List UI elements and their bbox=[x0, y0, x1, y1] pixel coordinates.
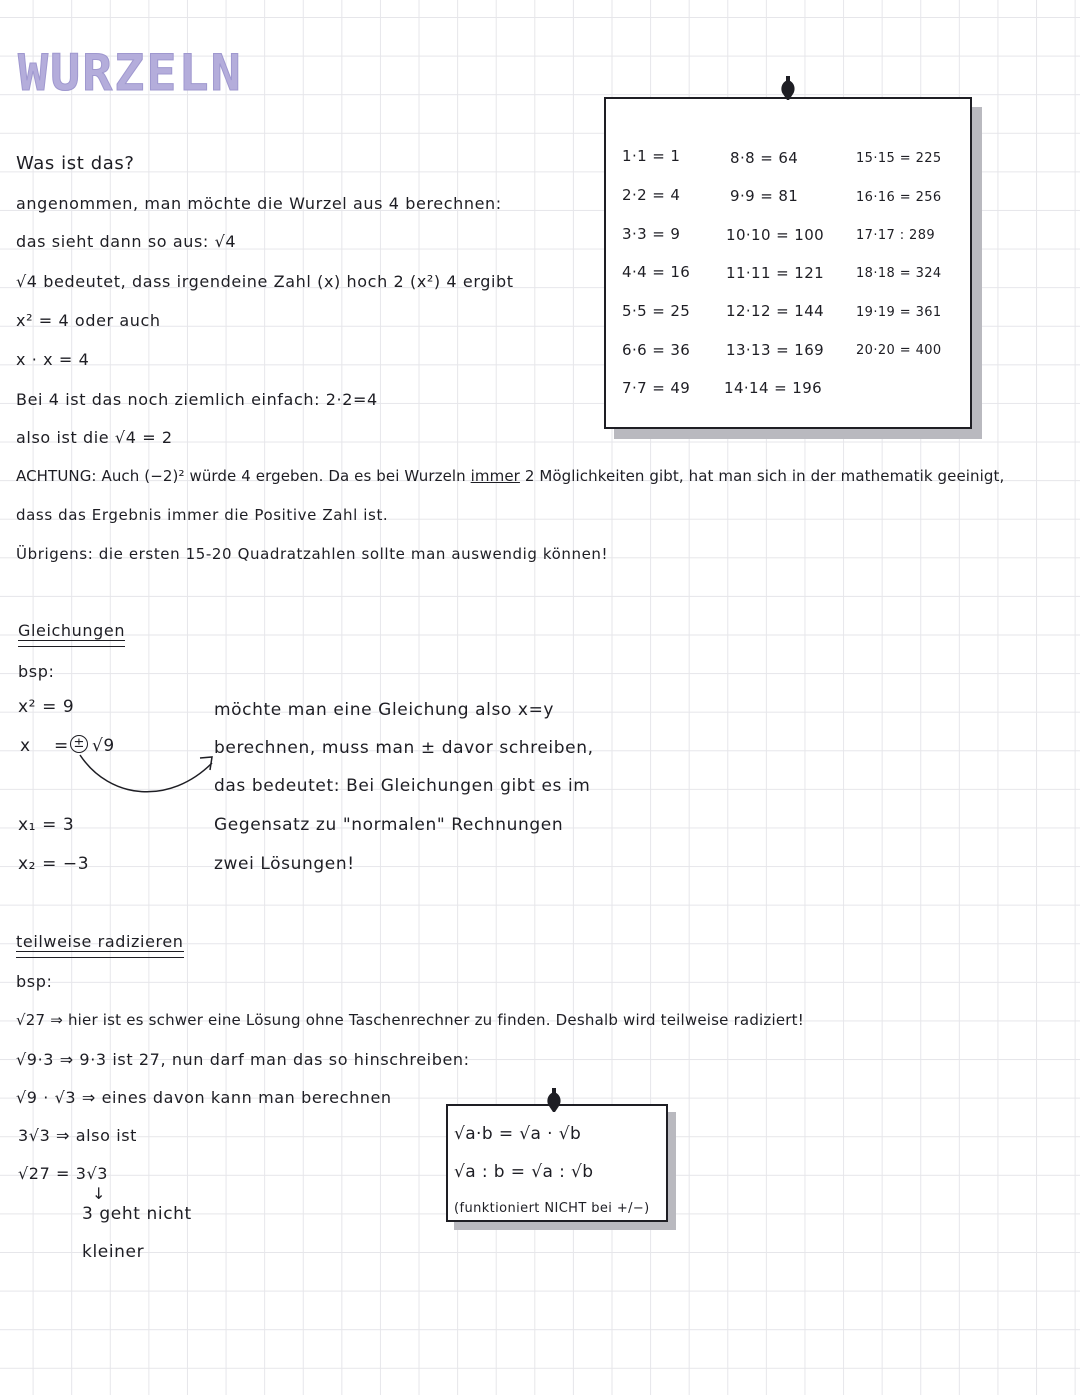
equation-1: x² = 9 bbox=[18, 697, 75, 717]
achtung-line-2: dass das Ergebnis immer die Positive Zahl ist. bbox=[16, 506, 389, 524]
achtung-text-a: ACHTUNG: Auch (−2)² würde 4 ergeben. Da es bei Wurzeln bbox=[16, 467, 471, 485]
gleichungen-expl-5: zwei Lösungen! bbox=[214, 854, 355, 874]
intro-line-1: angenommen, man möchte die Wurzel aus 4 berechnen: bbox=[16, 194, 502, 213]
square-3: 3·3 = 9 bbox=[622, 225, 681, 243]
square-1: 1·1 = 1 bbox=[622, 147, 681, 165]
equation-2-root: √9 bbox=[92, 736, 115, 756]
achtung-immer: immer bbox=[470, 467, 520, 485]
rule-multiply: √a·b = √a · √b bbox=[454, 1124, 582, 1144]
teilweise-bsp: bsp: bbox=[16, 972, 53, 991]
teilweise-line-3: √9 · √3 ⇒ eines davon kann man berechnen bbox=[16, 1088, 392, 1107]
pin-icon bbox=[544, 1088, 564, 1112]
down-arrow-icon: ↓ bbox=[92, 1184, 107, 1203]
square-13: 13·13 = 169 bbox=[726, 341, 825, 359]
intro-line-7: also ist die √4 = 2 bbox=[16, 428, 173, 447]
square-7: 7·7 = 49 bbox=[622, 379, 691, 397]
pin-icon bbox=[778, 76, 798, 100]
square-14: 14·14 = 196 bbox=[724, 379, 823, 397]
square-10: 10·10 = 100 bbox=[726, 226, 825, 244]
solution-x1: x₁ = 3 bbox=[18, 815, 75, 835]
achtung-line bbox=[16, 469, 1004, 484]
root-rules-box bbox=[446, 1104, 668, 1222]
gleichungen-bsp: bsp: bbox=[18, 662, 55, 681]
note-three: 3 geht nicht bbox=[82, 1204, 192, 1224]
teilweise-line-5: √27 = 3√3 bbox=[18, 1164, 109, 1183]
equation-2-x: x bbox=[20, 736, 31, 756]
achtung-text-b: 2 Möglichkeiten gibt, hat man sich in der mathematik geeinigt, bbox=[519, 467, 1005, 485]
gleichungen-expl-2: berechnen, muss man ± davor schreiben, bbox=[214, 738, 594, 758]
squares-table bbox=[604, 97, 972, 429]
intro-line-2: das sieht dann so aus: √4 bbox=[16, 232, 237, 251]
intro-heading: Was ist das? bbox=[16, 153, 135, 174]
square-15: 15·15 = 225 bbox=[856, 151, 942, 166]
square-12: 12·12 = 144 bbox=[726, 302, 825, 320]
square-18: 18·18 = 324 bbox=[856, 266, 942, 281]
teilweise-line-1: √27 ⇒ hier ist es schwer eine Lösung ohne Taschenrechner zu finden. Deshalb wird teilweise radiziert! bbox=[16, 1011, 804, 1029]
gleichungen-heading: Gleichungen bbox=[18, 621, 126, 640]
teilweise-heading: teilweise radizieren bbox=[16, 932, 184, 951]
square-9: 9·9 = 81 bbox=[730, 187, 799, 205]
uebrigens-note: Übrigens: die ersten 15-20 Quadratzahlen sollte man auswendig können! bbox=[16, 545, 609, 563]
square-16: 16·16 = 256 bbox=[856, 190, 942, 205]
square-11: 11·11 = 121 bbox=[726, 264, 825, 282]
square-17: 17·17 : 289 bbox=[856, 228, 936, 243]
square-5: 5·5 = 25 bbox=[622, 302, 691, 320]
solution-x2: x₂ = −3 bbox=[18, 854, 90, 874]
page-title: WURZELN bbox=[18, 44, 243, 102]
teilweise-line-2: √9·3 ⇒ 9·3 ist 27, nun darf man das so hinschreiben: bbox=[16, 1050, 470, 1069]
plus-minus-circle: ± bbox=[70, 735, 88, 753]
square-2: 2·2 = 4 bbox=[622, 186, 681, 204]
gleichungen-expl-1: möchte man eine Gleichung also x=y bbox=[214, 700, 555, 720]
gleichungen-expl-4: Gegensatz zu "normalen" Rechnungen bbox=[214, 815, 564, 835]
intro-line-4: x² = 4 oder auch bbox=[16, 311, 161, 330]
rule-divide: √a : b = √a : √b bbox=[454, 1162, 594, 1182]
square-8: 8·8 = 64 bbox=[730, 149, 799, 167]
intro-line-3: √4 bedeutet, dass irgendeine Zahl (x) hoch 2 (x²) 4 ergibt bbox=[16, 272, 514, 291]
rule-note: (funktioniert NICHT bei +/−) bbox=[454, 1201, 650, 1216]
gleichungen-expl-3: das bedeutet: Bei Gleichungen gibt es im bbox=[214, 776, 591, 796]
equation-2-eq: = bbox=[54, 736, 69, 756]
square-4: 4·4 = 16 bbox=[622, 263, 691, 281]
square-20: 20·20 = 400 bbox=[856, 343, 942, 358]
teilweise-line-4: 3√3 ⇒ also ist bbox=[18, 1126, 138, 1145]
intro-line-5: x · x = 4 bbox=[16, 350, 90, 369]
square-19: 19·19 = 361 bbox=[856, 305, 942, 320]
intro-line-6: Bei 4 ist das noch ziemlich einfach: 2·2=4 bbox=[16, 390, 378, 409]
square-6: 6·6 = 36 bbox=[622, 341, 691, 359]
note-kleiner: kleiner bbox=[82, 1242, 145, 1262]
